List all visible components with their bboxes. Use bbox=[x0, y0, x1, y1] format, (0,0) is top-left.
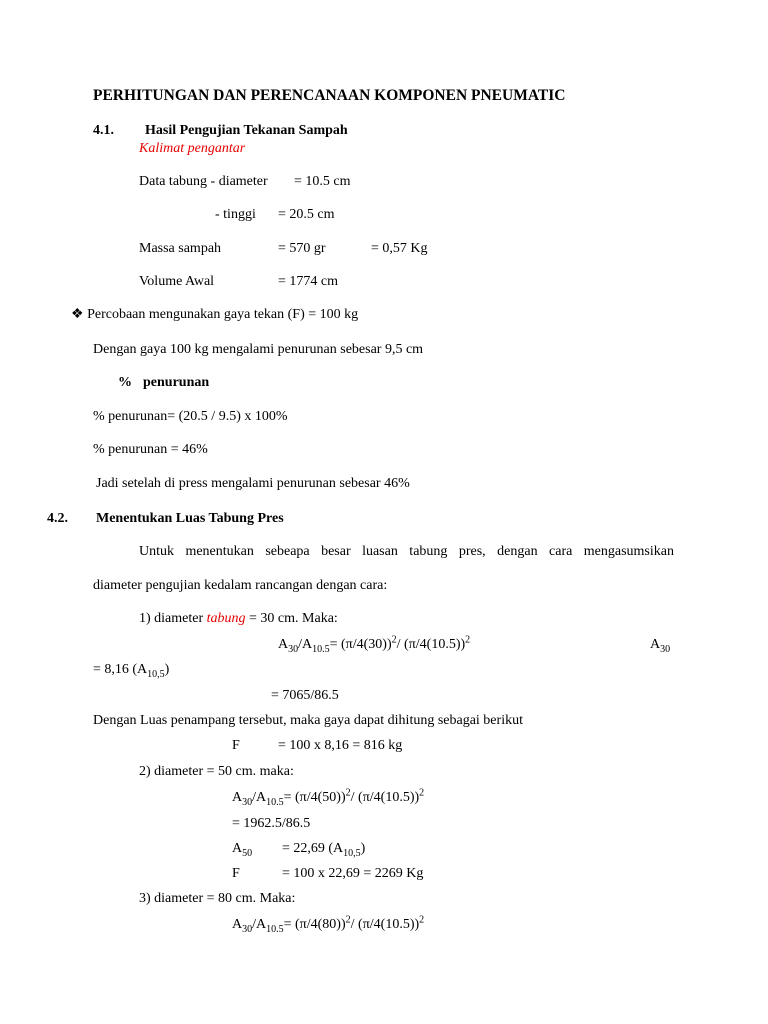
bullet-row bbox=[71, 306, 358, 324]
paragraph-line-1: Untuk menentukan sebeapa besar luasan tabung pres, dengan cara mengasumsikan bbox=[139, 544, 674, 559]
penurunan-paragraph: Dengan gaya 100 kg mengalami penurunan sebesar 9,5 cm bbox=[93, 342, 424, 357]
massa-gr-value: = 570 gr bbox=[278, 241, 326, 256]
section-4-2-heading: Menentukan Luas Tabung Pres bbox=[96, 511, 284, 526]
f1-label: F bbox=[232, 738, 240, 753]
item-2-result: = 1962.5/86.5 bbox=[232, 816, 311, 831]
calc-line-1: % penurunan= (20.5 / 9.5) x 100% bbox=[93, 409, 288, 424]
a50-value: = 22,69 $(A_{10,5})$ bbox=[282, 841, 366, 859]
f2-value: = 100 x 22,69 = 2269 Kg bbox=[282, 866, 424, 881]
item-1-right-symbol: $A_{30}$ bbox=[650, 637, 671, 655]
document-title: PERHITUNGAN DAN PERENCANAAN KOMPONEN PNEUMATIC bbox=[93, 87, 566, 104]
diameter-value: = 10.5 cm bbox=[294, 174, 351, 189]
volume-label: Volume Awal bbox=[139, 274, 215, 289]
item-1-prefix: 1) diameter bbox=[139, 611, 204, 626]
item-1-text bbox=[139, 610, 338, 628]
paragraph-line-2: diameter pengujian kedalam rancangan dengan cara: bbox=[93, 578, 388, 593]
item-2-equation: $A_{30}/A_{10.5}= (\pi/4(50))^2/$ $(\pi/4(10.5))^2$ bbox=[232, 787, 425, 808]
section-4-2-number: 4.2. bbox=[47, 511, 68, 526]
tinggi-label: - tinggi bbox=[215, 207, 256, 222]
penurunan-subheading: penurunan bbox=[143, 375, 210, 390]
tinggi-value: = 20.5 cm bbox=[278, 207, 335, 222]
volume-value: = 1774 cm bbox=[278, 274, 338, 289]
diamond-bullet-icon: ❖ bbox=[71, 307, 84, 322]
force-intro-line: Dengan Luas penampang tersebut, maka gaya dapat dihitung sebagai berikut bbox=[93, 713, 523, 728]
massa-kg-value: = 0,57 Kg bbox=[371, 241, 428, 256]
section-4-1-number: 4.1. bbox=[93, 123, 114, 138]
intro-placeholder-text: Kalimat pengantar bbox=[139, 141, 246, 156]
item-2-text: 2) diameter = 50 cm. maka: bbox=[139, 764, 294, 779]
section-4-1-heading: Hasil Pengujian Tekanan Sampah bbox=[145, 123, 348, 138]
percent-symbol: % bbox=[118, 375, 132, 390]
data-tabung-label: Data tabung - diameter bbox=[139, 174, 268, 189]
item-3-text: 3) diameter = 80 cm. Maka: bbox=[139, 891, 296, 906]
f1-value: = 100 x 8,16 = 816 kg bbox=[278, 738, 403, 753]
item-1-equation: $A_{30}/A_{10.5}= (\pi/4(30))^2/$ $(\pi/4(10.5))^2$ bbox=[278, 634, 471, 655]
item-1-wrapped-value: = 8,16 $(A_{10,5})$ bbox=[93, 662, 170, 680]
bullet-text: Percobaan mengunakan gaya tekan (F) = 100 kg bbox=[87, 307, 359, 322]
item-1-red-word: tabung bbox=[206, 611, 246, 626]
calc-line-2: % penurunan = 46% bbox=[93, 442, 208, 457]
conclusion-text: Jadi setelah di press mengalami penurunan sebesar 46% bbox=[96, 476, 410, 491]
massa-label: Massa sampah bbox=[139, 241, 222, 256]
a50-symbol: $A_{50}$ bbox=[232, 841, 253, 859]
item-3-equation: $A_{30}/A_{10.5}= (\pi/4(80))^2/$ $(\pi/4(10.5))^2$ bbox=[232, 914, 425, 935]
item-1-result: = 7065/86.5 bbox=[271, 688, 339, 703]
item-1-suffix: = 30 cm. Maka: bbox=[249, 611, 338, 626]
f2-label: F bbox=[232, 866, 240, 881]
